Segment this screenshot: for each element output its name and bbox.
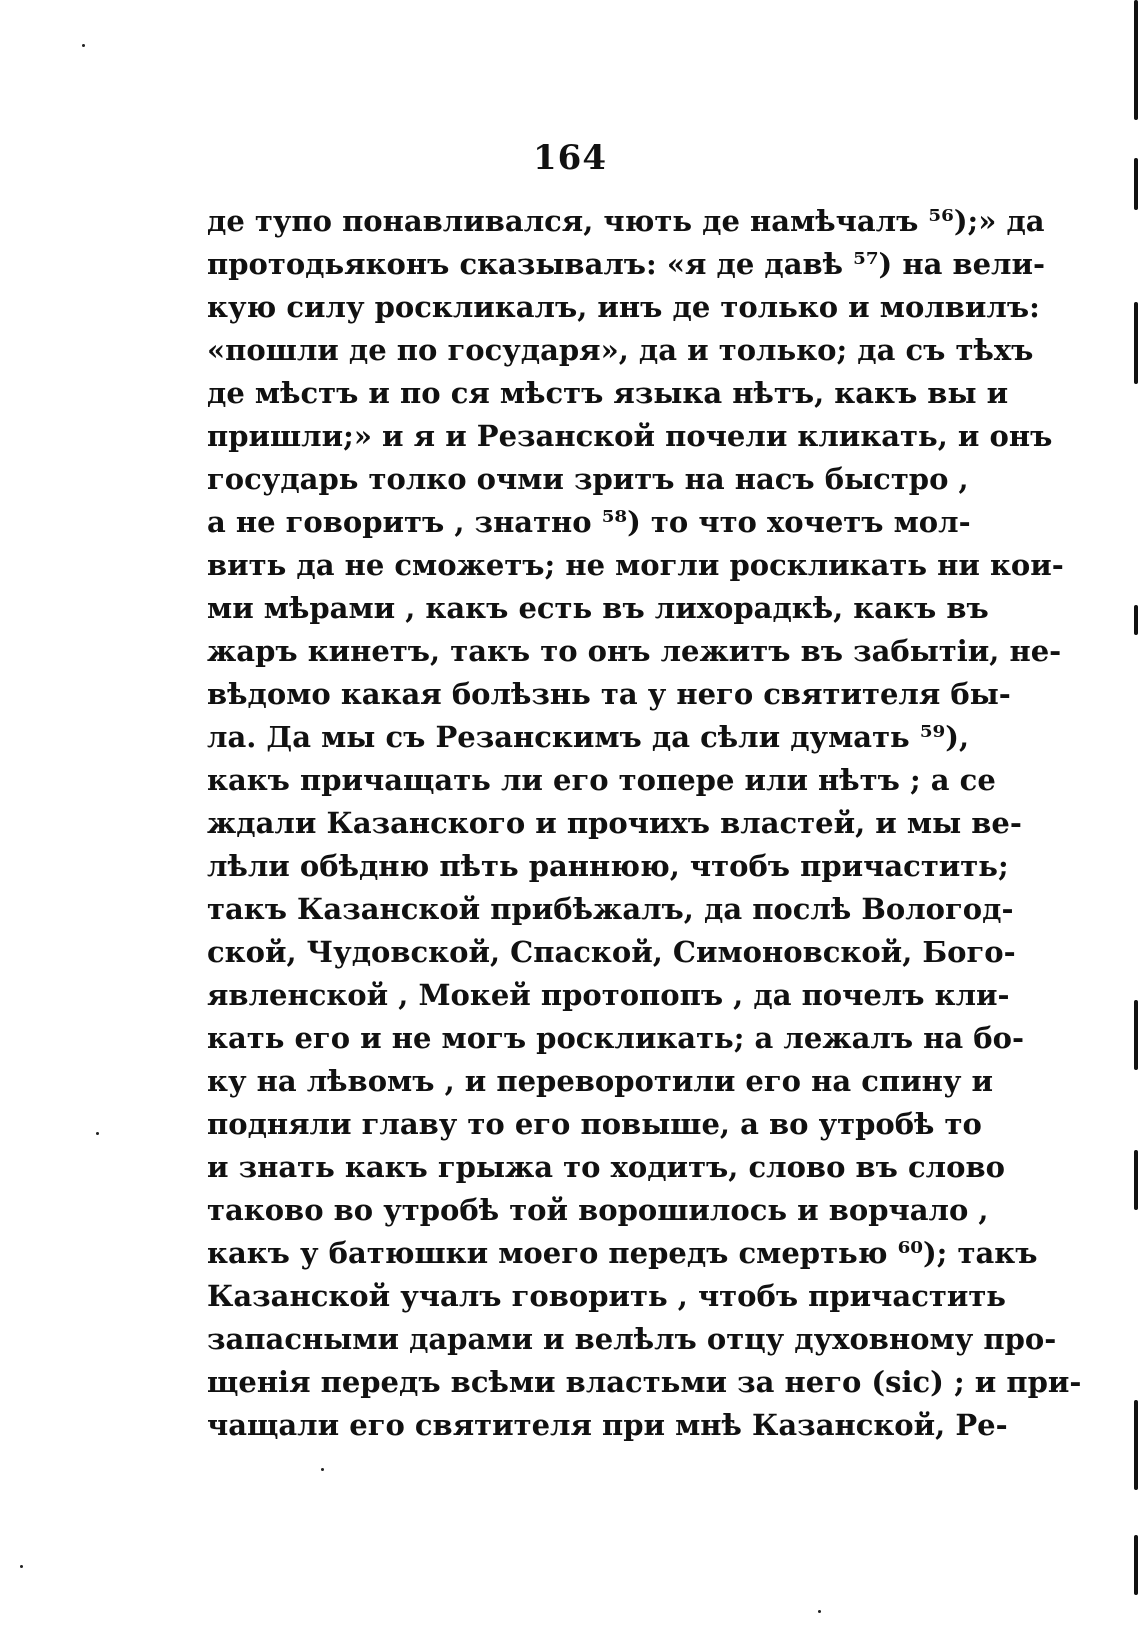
text-line: ми мѣрами , какъ есть въ лихорадкѣ, какъ въ bbox=[207, 591, 989, 625]
text-line: кать его и не могъ роскликать; а лежалъ на бо- bbox=[207, 1021, 1025, 1055]
text-line: такъ Казанской прибѣжалъ, да послѣ Вологод- bbox=[207, 892, 1014, 926]
scan-edge-mark bbox=[1134, 0, 1138, 120]
text-line: протодьяконъ сказывалъ: «я де давѣ ⁵⁷) на вели- bbox=[207, 247, 1046, 281]
scan-edge-mark bbox=[1134, 302, 1138, 384]
text-line: явленской , Мокей протопопъ , да почелъ кли- bbox=[207, 978, 1010, 1012]
text-line: Казанской учалъ говорить , чтобъ причастить bbox=[207, 1279, 1006, 1313]
page-number: 164 bbox=[533, 138, 607, 178]
text-line: лѣли обѣдню пѣть раннюю, чтобъ причастить; bbox=[207, 849, 1009, 883]
scan-speck bbox=[20, 1565, 23, 1568]
scan-edge-mark bbox=[1134, 1000, 1138, 1070]
text-line: чащали его святителя при мнѣ Казанской, Ре- bbox=[207, 1408, 1008, 1442]
text-line: какъ причащать ли его топере или нѣтъ ; а се bbox=[207, 763, 996, 797]
text-line: кую силу роскликалъ, инъ де только и молвилъ: bbox=[207, 290, 1040, 324]
scan-edge-mark bbox=[1134, 1150, 1138, 1210]
text-line: запасными дарами и велѣлъ отцу духовному про- bbox=[207, 1322, 1057, 1356]
scan-edge-mark bbox=[1134, 1535, 1138, 1595]
text-line: вѣдомо какая болѣзнь та у него святителя бы- bbox=[207, 677, 1011, 711]
scan-speck bbox=[82, 44, 85, 47]
scan-edge-mark bbox=[1134, 158, 1138, 210]
scan-edge-mark bbox=[1134, 605, 1138, 635]
text-line: ку на лѣвомъ , и переворотили его на спину и bbox=[207, 1064, 993, 1098]
text-line: подняли главу то его повыше, а во утробѣ то bbox=[207, 1107, 982, 1141]
text-line: какъ у батюшки моего передъ смертью ⁶⁰); такъ bbox=[207, 1236, 1038, 1270]
text-line: пришли;» и я и Резанской почели кликать, и онъ bbox=[207, 419, 1053, 453]
scan-edge-mark bbox=[1134, 1400, 1138, 1490]
text-line: ла. Да мы съ Резанскимъ да сѣли думать ⁵⁹), bbox=[207, 720, 970, 754]
text-line: государь толко очми зритъ на насъ быстро , bbox=[207, 462, 969, 496]
scan-speck bbox=[321, 1468, 324, 1471]
text-line: де тупо понавливался, чють де намѣчалъ ⁵⁶);» да bbox=[207, 204, 1045, 238]
text-line: жаръ кинетъ, такъ то онъ лежитъ въ забытіи, не- bbox=[207, 634, 1062, 668]
body-text bbox=[207, 200, 1082, 1447]
text-line: ской, Чудовской, Спаской, Симоновской, Бого- bbox=[207, 935, 1016, 969]
text-line: щенія передъ всѣми властьми за него (sic) ; и при- bbox=[207, 1365, 1082, 1399]
scan-speck bbox=[818, 1610, 821, 1613]
text-line: «пошли де по государя», да и только; да съ тѣхъ bbox=[207, 333, 1034, 367]
text-line: вить да не сможетъ; не могли роскликать ни кои- bbox=[207, 548, 1064, 582]
text-line: таково во утробѣ той ворошилось и ворчало , bbox=[207, 1193, 989, 1227]
text-line: ждали Казанского и прочихъ властей, и мы ве- bbox=[207, 806, 1022, 840]
text-line: а не говоритъ , знатно ⁵⁸) то что хочетъ мол- bbox=[207, 505, 971, 539]
text-line: и знать какъ грыжа то ходитъ, слово въ слово bbox=[207, 1150, 1005, 1184]
text-line: де мѣстъ и по ся мѣстъ языка нѣтъ, какъ вы и bbox=[207, 376, 1009, 410]
scan-speck bbox=[96, 1132, 99, 1135]
